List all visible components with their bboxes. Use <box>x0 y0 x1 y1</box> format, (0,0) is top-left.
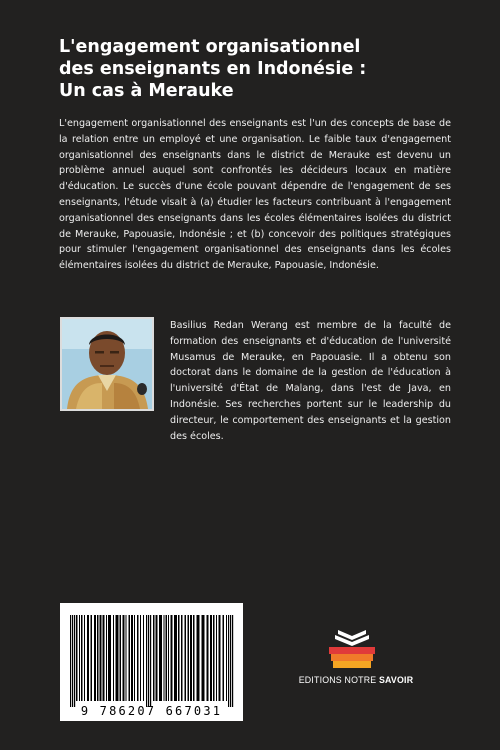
book-title <box>59 36 449 102</box>
author-bio: Basilius Redan Werang est membre de la faculté de formation des enseignants et d'éducation de l'université Musamus de Merauke, en Papouasie. Il a obtenu son doctorat dans le domaine de la gestion de l'éducation à l'université d'État de Malang, dans l'est de Java, en Indonésie. Ses recherches portent sur le leadership du directeur, le comportement des enseignants et la gestion des écoles. <box>170 320 451 442</box>
title-line-1: L'engagement organisationnel <box>59 37 361 57</box>
title-line-2: des enseignants en Indonésie : <box>59 59 367 79</box>
author-photo <box>60 317 154 411</box>
author-portrait-icon <box>62 319 152 409</box>
title-line-3: Un cas à Merauke <box>59 81 234 101</box>
book-summary: L'engagement organisationnel des enseignants est l'un des concepts de base de la relation entre un employé et une organisation. Le faible taux d'engagement organisationnel des enseignants dans le district de Merauke est devenu un problème annuel auquel sont confrontés les décideurs locaux en matière d'éducation. Le succès d'une école pouvant dépendre de l'engagement de ses enseignants, l'étude visait à (a) étudier les facteurs contribuant à l'engagement organisationnel des enseignants dans les écoles élémentaires isolées du district de Merauke, Papouasie, Indonésie ; et (b) concevoir des politiques stratégiques pour stimuler l'engagement organisationnel des enseignants dans les écoles élémentaires isolées du district de Merauke, Papouasie, Indonésie. <box>59 118 451 272</box>
isbn-barcode <box>60 603 243 721</box>
publisher-name <box>296 675 416 685</box>
publisher-name-bold: SAVOIR <box>378 675 414 685</box>
publisher-logo-icon <box>322 626 382 670</box>
isbn-number: 9 786207 667031 <box>80 704 223 718</box>
publisher-name-light: EDITIONS NOTRE <box>298 675 379 685</box>
